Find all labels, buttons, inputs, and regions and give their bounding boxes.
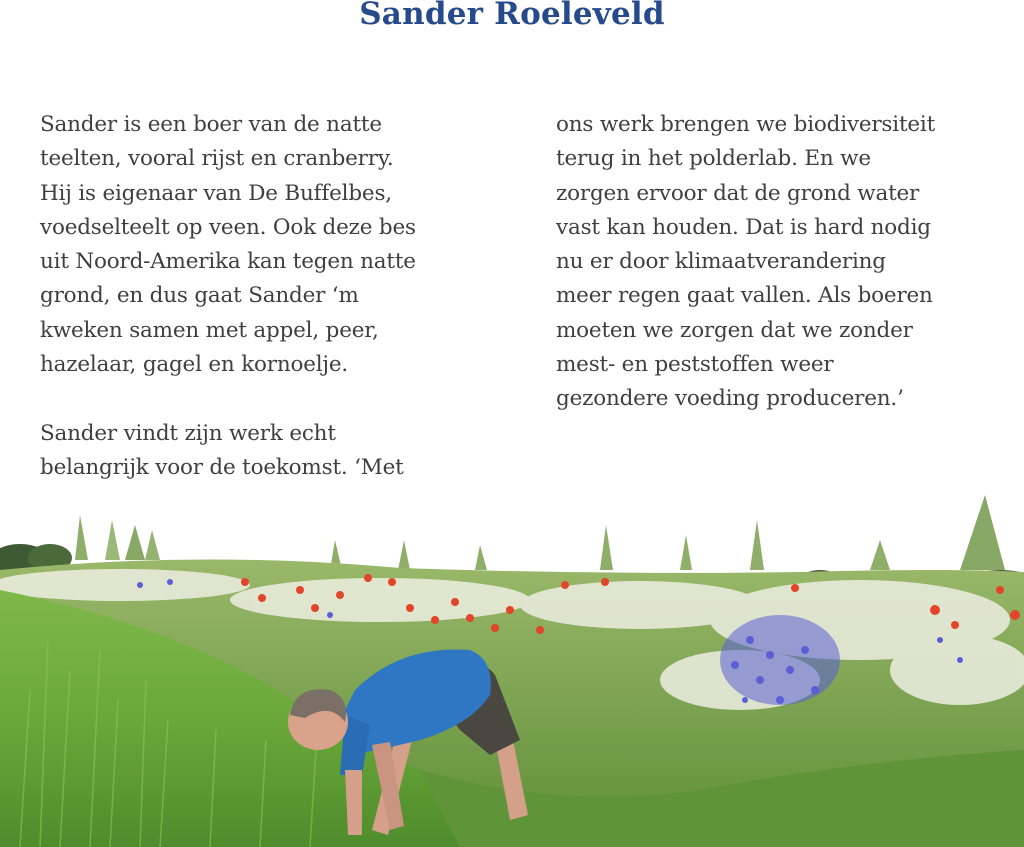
text-line: nu er door klimaatverandering [556, 249, 886, 275]
paragraph-gap [40, 382, 510, 416]
paragraph-intro [40, 108, 510, 382]
page-title: Sander Roeleveld [359, 0, 665, 32]
text-line: Hij is eigenaar van De Buffelbes, [40, 180, 392, 206]
photo-illustration [0, 490, 1024, 847]
text-line: terug in het polderlab. En we [556, 146, 871, 172]
text-line: belangrijk voor de toekomst. ‘Met [40, 454, 404, 480]
text-line: kweken samen met appel, peer, [40, 317, 379, 343]
text-line: voedselteelt op veen. Ook deze bes [40, 214, 416, 240]
text-line: Sander is een boer van de natte [40, 112, 382, 137]
text-line: hazelaar, gagel en kornoelje. [40, 352, 349, 378]
farmer-field-photo [0, 490, 1024, 847]
text-line: uit Noord-Amerika kan tegen natte [40, 249, 416, 275]
text-line: moeten we zorgen dat we zonder [556, 317, 913, 343]
text-line: meer regen gaat vallen. Als boeren [556, 283, 933, 309]
text-line: vast kan houden. Dat is hard nodig [556, 214, 931, 240]
text-line: teelten, vooral rijst en cranberry. [40, 146, 394, 172]
text-line: mest- en peststoffen weer [556, 352, 834, 378]
text-line: zorgen ervoor dat de grond water [556, 180, 920, 206]
article-right-column [556, 108, 1016, 417]
text-line: grond, en dus gaat Sander ‘m [40, 283, 359, 309]
text-line: Sander vindt zijn werk echt [40, 420, 336, 446]
article-left-column [40, 108, 510, 485]
paragraph-quote-continued [556, 108, 1016, 417]
text-line: gezondere voeding produceren.’ [556, 386, 904, 412]
paragraph-quote-start [40, 417, 510, 486]
text-line: ons werk brengen we biodiversiteit [556, 112, 936, 137]
